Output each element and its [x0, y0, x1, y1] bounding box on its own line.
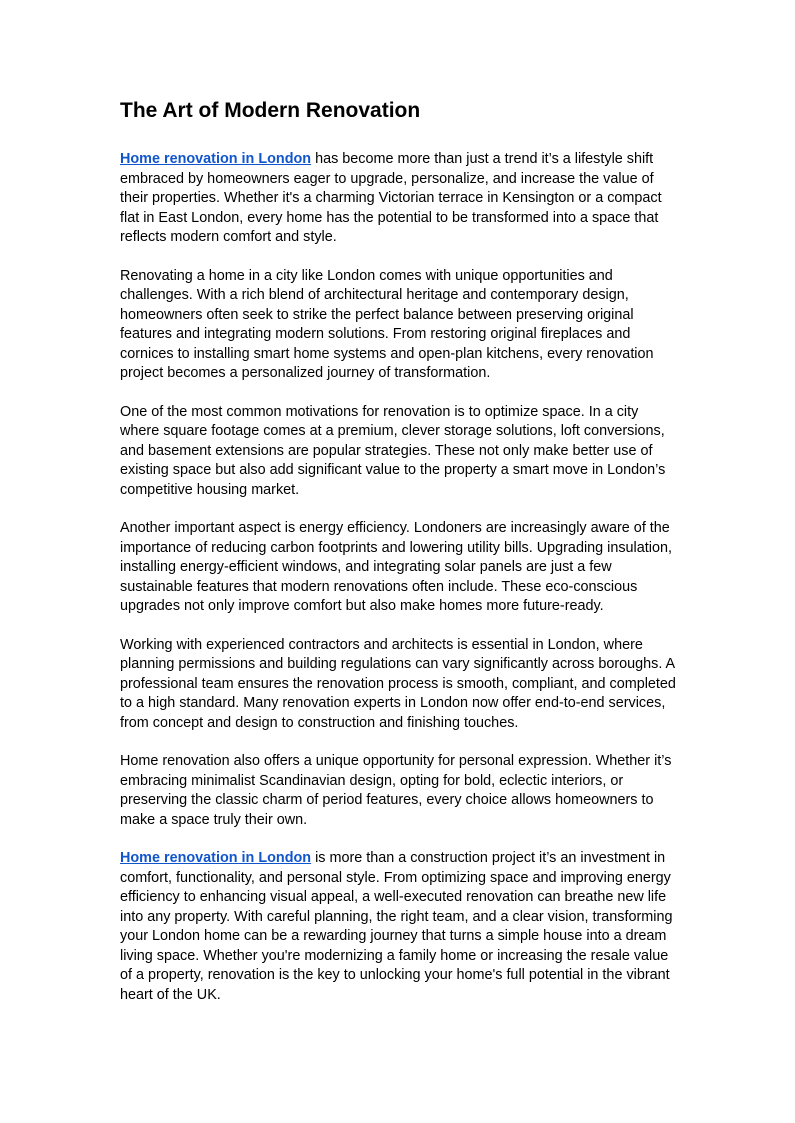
paragraph-text: is more than a construction project it’s an investment in comfort, functionality, and personal style. From optimizing space and improving energy efficiency to enhancing visual appeal, a well-executed renovation can breathe new life into any property. With careful planning, the right team, and a clear vision, transforming your London home can be a rewarding journey that turns a simple house into a dream living space. Whether you're modernizing a family home or increasing the resale value of a property, renovation is the key to unlocking your home's full potential in the vibrant heart of the UK.: [120, 850, 673, 1003]
paragraph-expression: Home renovation also offers a unique opportunity for personal expression. Whether it’s embracing minimalist Scandinavian design, opting for bold, eclectic interiors, or preserving the classic charm of period features, every choice allows homeowners to make a space truly their own.: [120, 753, 672, 828]
paragraph-intro: [120, 150, 680, 248]
document-page: [120, 96, 680, 1024]
paragraph-contractors: Working with experienced contractors and architects is essential in London, where planning permissions and building regulations can vary significantly across boroughs. A professional team ensures the renovation process is smooth, compliant, and completed to a high standard. Many renovation experts in London now offer end-to-end services, from concept and design to construction and finishing touches.: [120, 636, 676, 731]
home-renovation-link[interactable]: Home renovation in London: [120, 151, 312, 167]
home-renovation-link[interactable]: Home renovation in London: [120, 850, 312, 866]
paragraph-space: One of the most common motivations for renovation is to optimize space. In a city where square footage comes at a premium, clever storage solutions, loft conversions, and basement extensions are popular strategies. These not only make better use of existing space but also add significant value to the property a smart move in London’s competitive housing market.: [120, 403, 666, 498]
paragraph-heritage: Renovating a home in a city like London comes with unique opportunities and challenges. With a rich blend of architectural heritage and contemporary design, homeowners often seek to strike the perfect balance between preserving original features and integrating modern solutions. From restoring original fireplaces and cornices to installing smart home systems and open-plan kitchens, every renovation project becomes a personalized journey of transformation.: [120, 267, 654, 381]
paragraph-conclusion: [120, 849, 680, 1005]
paragraph-text: has become more than just a trend it’s a lifestyle shift embraced by homeowners eager to upgrade, personalize, and increase the value of their properties. Whether it's a charming Victorian terrace in Kensington or a compact flat in East London, every home has the potential to be transformed into a space that reflects modern comfort and style.: [120, 151, 662, 245]
paragraph-energy: Another important aspect is energy efficiency. Londoners are increasingly aware of the importance of reducing carbon footprints and lowering utility bills. Upgrading insulation, installing energy-efficient windows, and integrating solar panels are just a few sustainable features that modern renovations often include. These eco-conscious upgrades not only improve comfort but also make homes more future-ready.: [120, 520, 672, 614]
page-title: The Art of Modern Renovation: [120, 99, 421, 122]
